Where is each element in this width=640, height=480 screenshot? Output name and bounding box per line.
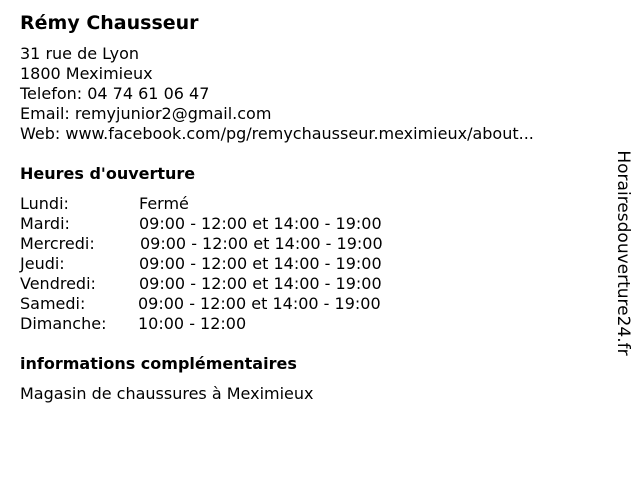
info-heading: informations complémentaires (20, 354, 297, 373)
day-hours: Fermé (139, 194, 189, 213)
email-line: Email: remyjunior2@gmail.com (20, 104, 272, 123)
phone-line: Telefon: 04 74 61 06 47 (20, 84, 210, 103)
day-hours: 09:00 - 12:00 et 14:00 - 19:00 (140, 234, 383, 253)
day-label: Jeudi: (20, 254, 65, 273)
address-city: 1800 Meximieux (20, 64, 153, 83)
day-label: Mercredi: (20, 234, 95, 253)
day-hours: 09:00 - 12:00 et 14:00 - 19:00 (139, 214, 382, 233)
hours-heading: Heures d'ouverture (20, 164, 196, 183)
day-label: Mardi: (20, 214, 70, 233)
day-hours: 09:00 - 12:00 et 14:00 - 19:00 (139, 274, 382, 293)
business-name: Rémy Chausseur (20, 12, 199, 34)
info-text: Magasin de chaussures à Meximieux (20, 384, 314, 403)
day-label: Samedi: (20, 294, 86, 313)
web-line: Web: www.facebook.com/pg/remychausseur.meximieux/about... (20, 124, 534, 143)
contact-block (20, 44, 534, 144)
site-watermark: Horairesdouverture24.fr (613, 150, 633, 356)
day-hours: 09:00 - 12:00 et 14:00 - 19:00 (139, 254, 382, 273)
day-label: Lundi: (20, 194, 69, 213)
address-street: 31 rue de Lyon (20, 44, 140, 63)
day-hours: 10:00 - 12:00 (138, 314, 247, 333)
day-label: Vendredi: (20, 274, 96, 293)
day-hours: 09:00 - 12:00 et 14:00 - 19:00 (138, 294, 381, 313)
day-label: Dimanche: (20, 314, 107, 333)
